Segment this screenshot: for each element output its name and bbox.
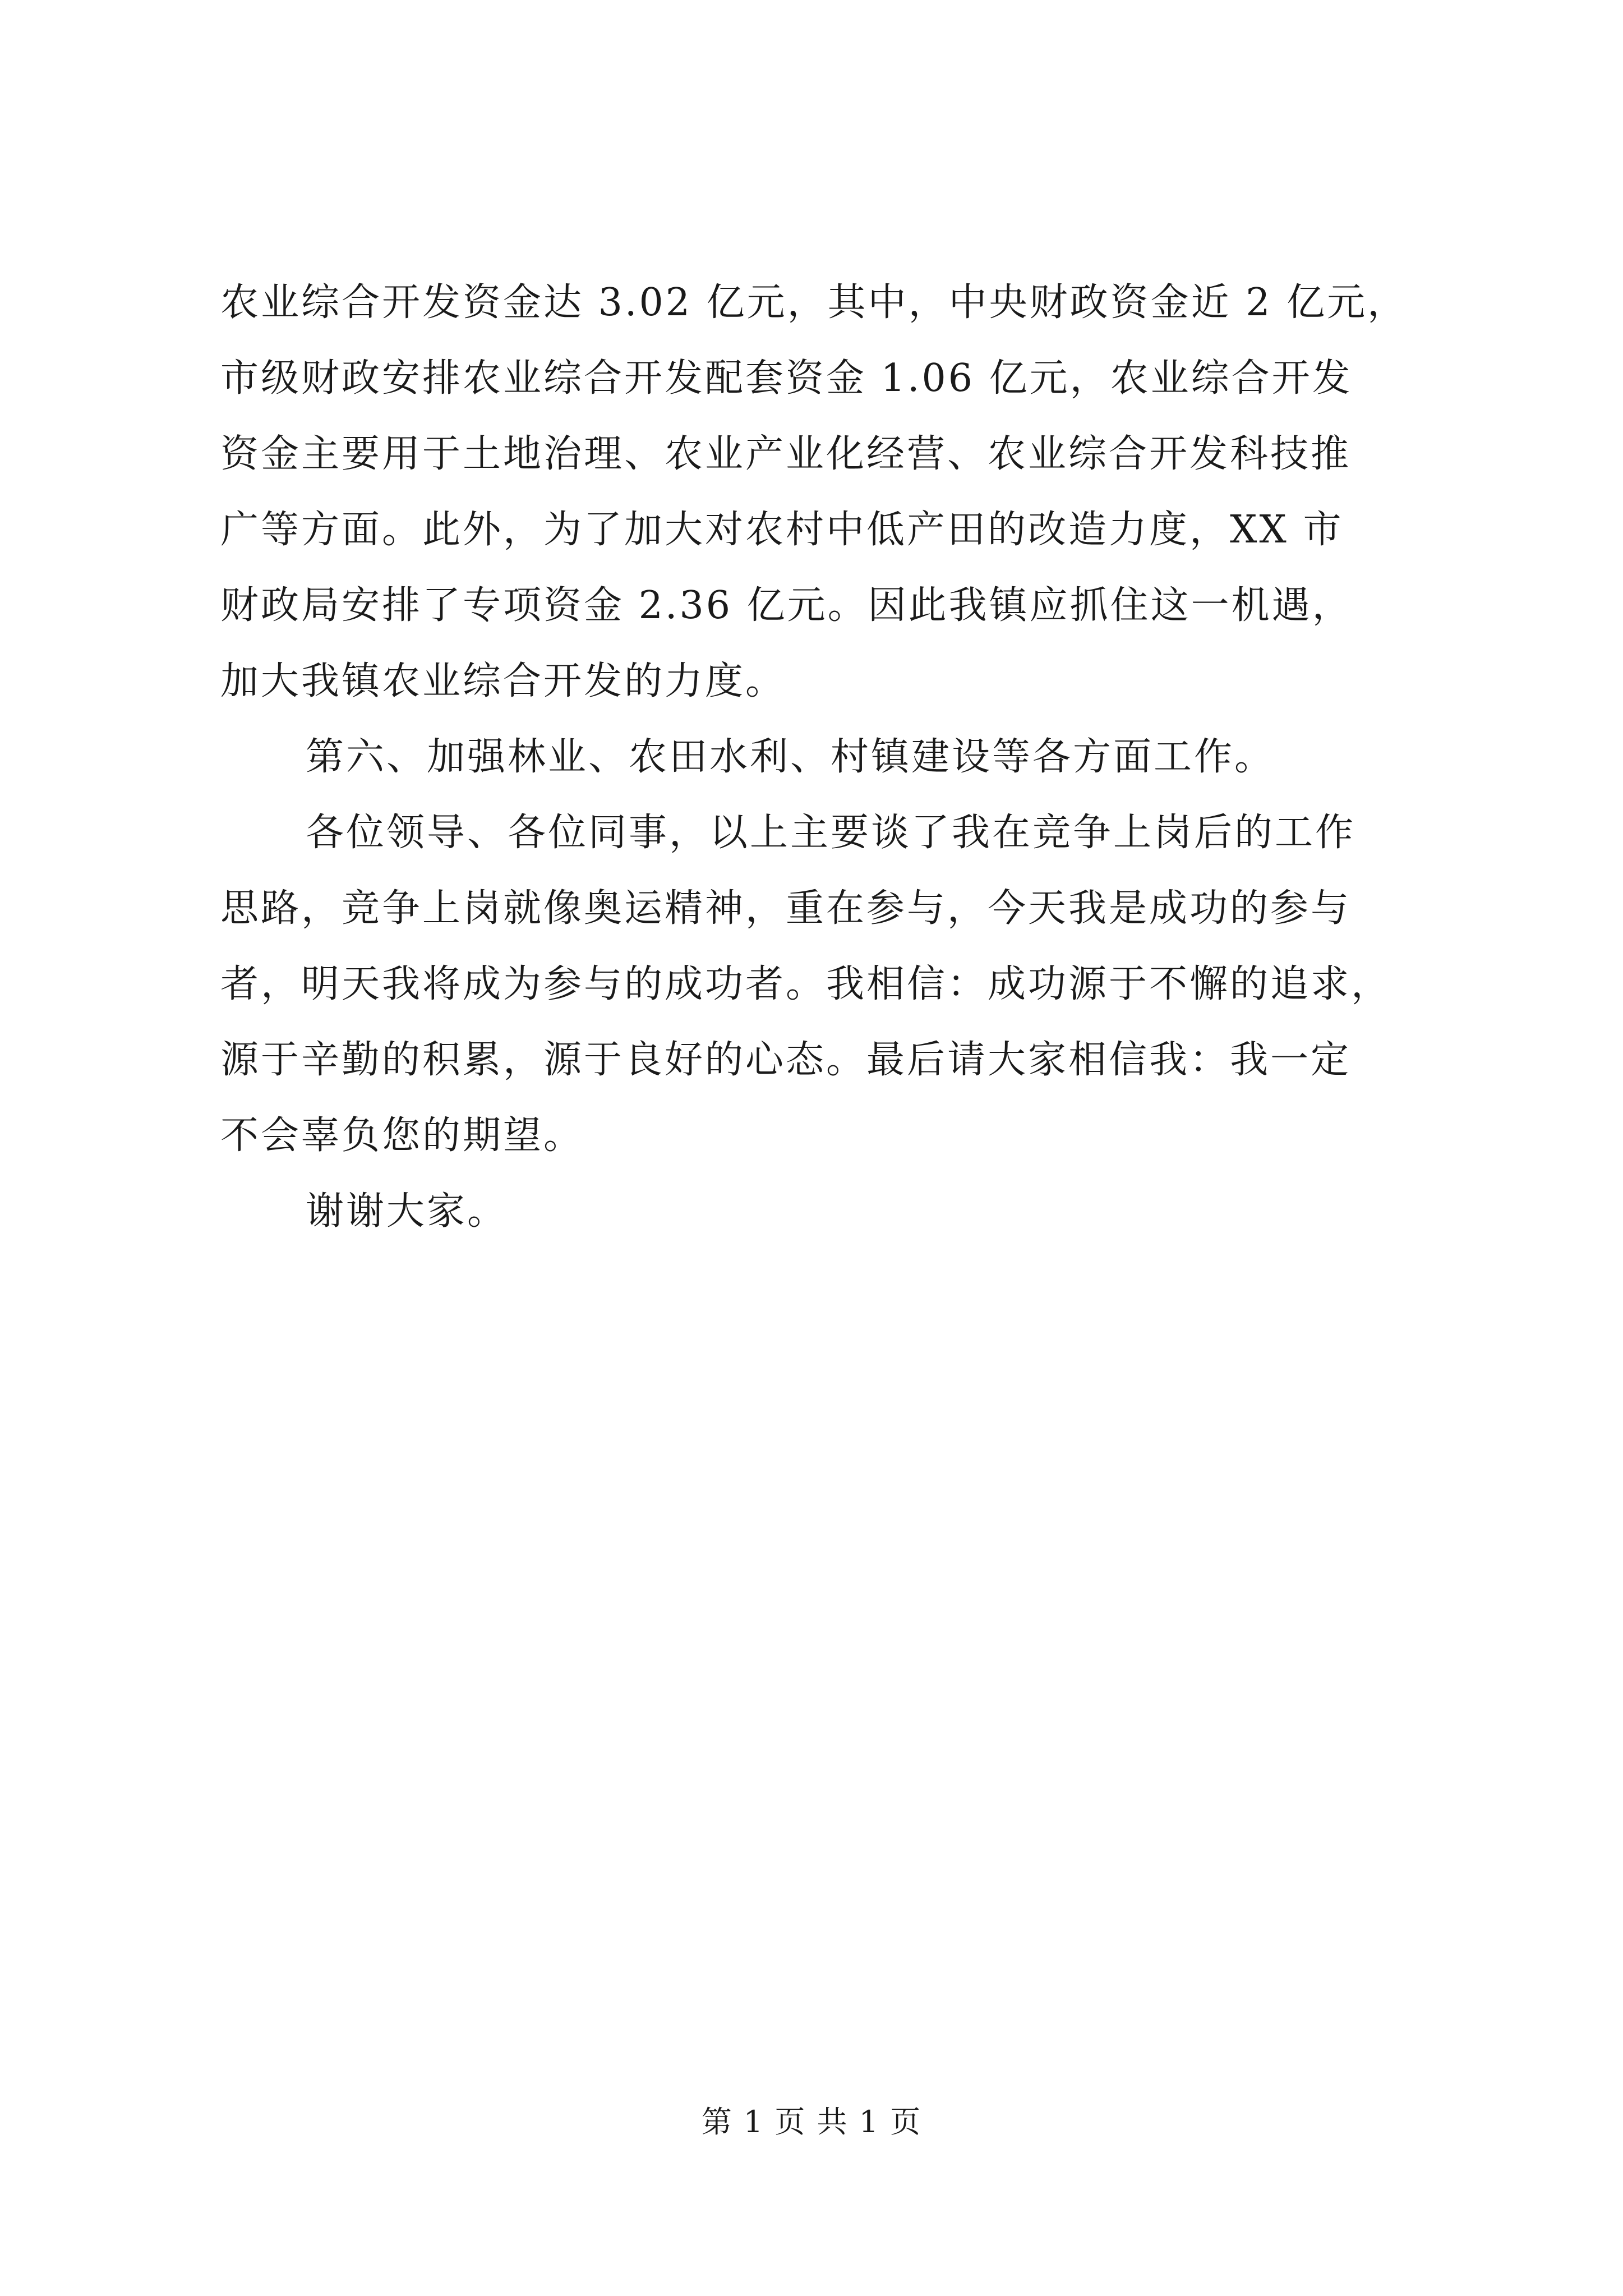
text-line: 不会辜负您的期望。	[220, 1114, 584, 1158]
text-line: 者，明天我将成为参与的成功者。我相信：成功源于不懈的追求，	[220, 962, 1392, 1006]
text-line: 源于辛勤的积累，源于良好的心态。最后请大家相信我：我一定	[220, 1038, 1352, 1082]
text-line: 资金主要用于土地治理、农业产业化经营、农业综合开发科技推	[220, 432, 1352, 476]
text-line: 第六、加强林业、农田水利、村镇建设等各方面工作。	[306, 735, 1275, 779]
page-number-footer: 第 1 页 共 1 页	[701, 2104, 922, 2139]
text-line: 思路，竞争上岗就像奥运精神，重在参与，今天我是成功的参与	[220, 886, 1352, 931]
text-line: 市级财政安排农业综合开发配套资金 1.06 亿元，农业综合开发	[220, 356, 1353, 401]
text-line: 各位领导、各位同事，以上主要谈了我在竞争上岗后的工作	[306, 811, 1356, 855]
text-line: 加大我镇农业综合开发的力度。	[220, 659, 786, 703]
text-line: 财政局安排了专项资金 2.36 亿元。因此我镇应抓住这一机遇，	[220, 583, 1353, 628]
text-line: 谢谢大家。	[306, 1189, 508, 1234]
text-line: 农业综合开发资金达 3.02 亿元，其中，中央财政资金近 2 亿元，	[220, 280, 1408, 325]
document-body	[220, 265, 1421, 1249]
text-line: 广等方面。此外，为了加大对农村中低产田的改造力度，XX 市	[220, 508, 1344, 552]
